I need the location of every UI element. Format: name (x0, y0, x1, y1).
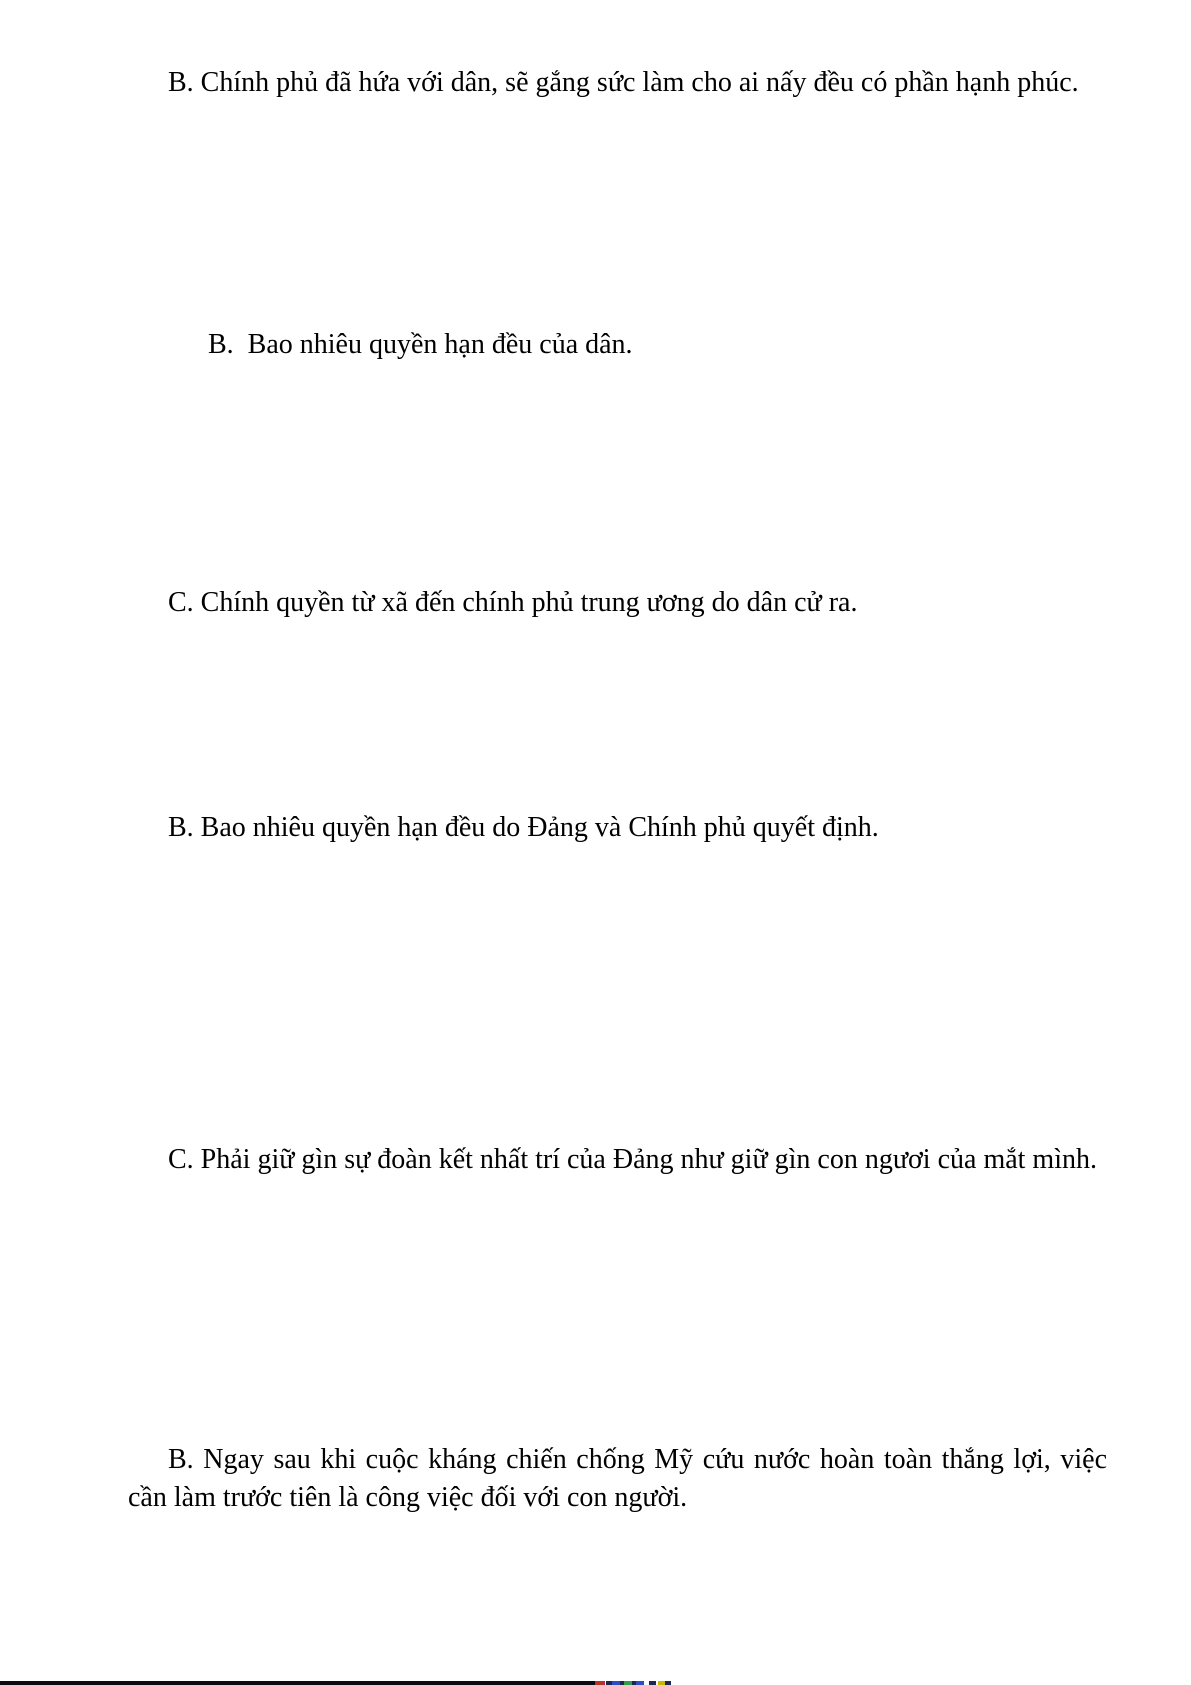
answer-option-6: B. Ngay sau khi cuộc kháng chiến chống Mỹ cứu nước hoàn toàn thắng lợi, việc cần làm trước tiên là công việc đối với con người. (128, 1444, 1114, 1513)
page-break-segment (665, 1681, 671, 1685)
page-break-bar (0, 1681, 1191, 1685)
answer-option-3: C. Chính quyền từ xã đến chính phủ trung ương do dân cử ra. (168, 587, 858, 618)
page-break-segment (624, 1681, 632, 1685)
page-break-segment (612, 1681, 620, 1685)
page-break-segment (636, 1681, 644, 1685)
page-break-segment (595, 1681, 605, 1685)
answer-option-4: B. Bao nhiêu quyền hạn đều do Đảng và Chính phủ quyết định. (168, 812, 879, 843)
page-break-segment (649, 1681, 656, 1685)
answer-option-1: B. Chính phủ đã hứa với dân, sẽ gắng sức làm cho ai nấy đều có phần hạnh phúc. (168, 67, 1079, 98)
answer-option-2: B. Bao nhiêu quyền hạn đều của dân. (208, 329, 633, 360)
answer-option-5: C. Phải giữ gìn sự đoàn kết nhất trí của Đảng như giữ gìn con ngươi của mắt mình. (168, 1144, 1097, 1175)
page-break-segment (658, 1681, 665, 1685)
page-break-line (0, 1681, 595, 1685)
